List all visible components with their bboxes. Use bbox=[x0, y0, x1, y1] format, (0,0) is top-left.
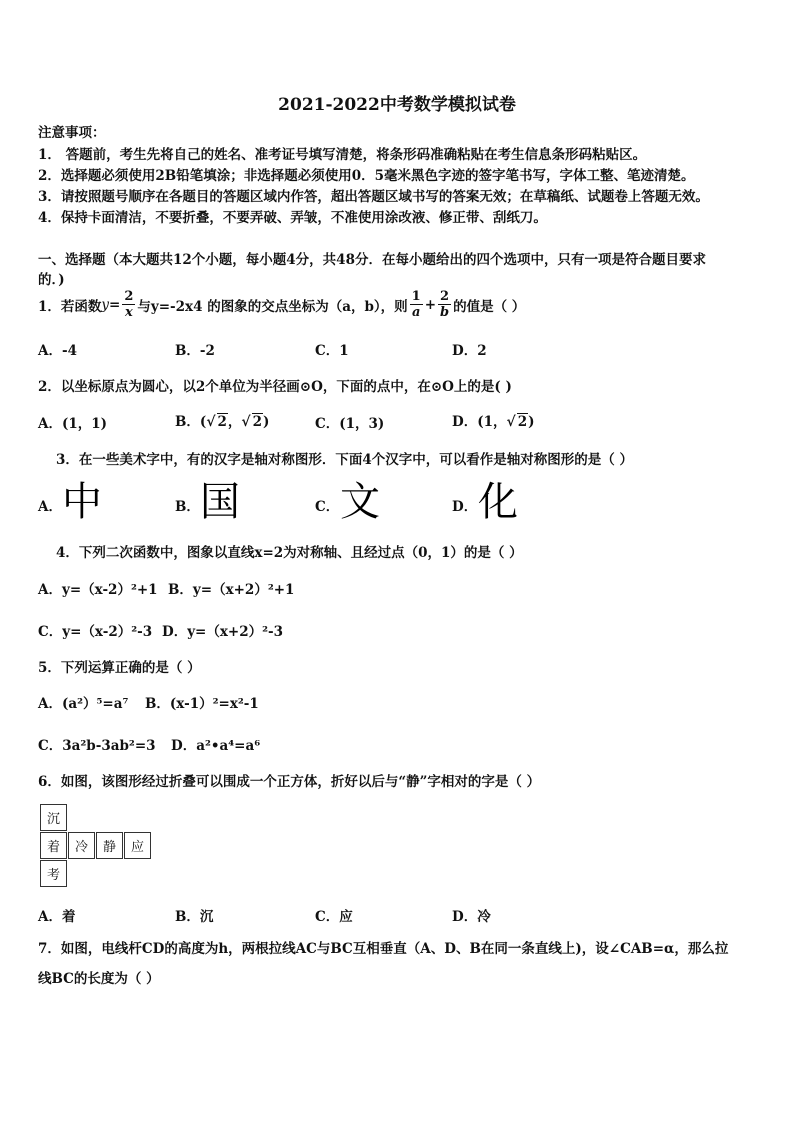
question-7-line2: 线BC的长度为（ ） bbox=[38, 971, 160, 987]
notice-item-2: 2．选择题必须使用2B铅笔填涂；非选择题必须使用0．5毫米黑色字迹的签字笔书写，字体工整、笔迹清楚。 bbox=[38, 168, 695, 184]
sqrt-icon: √ bbox=[206, 414, 216, 430]
q3-option-a-char: 中 bbox=[62, 479, 102, 525]
q2-option-d bbox=[452, 410, 535, 430]
q2-b-mid: ， bbox=[227, 414, 242, 430]
notice-item-3: 3．请按照题号顺序在各题目的答题区域内作答，超出答题区域书写的答案无效；在草稿纸、试题卷上答题无效。 bbox=[38, 189, 709, 205]
q2-option-a: A．(1，1) bbox=[38, 416, 108, 432]
notice-heading: 注意事项： bbox=[38, 125, 106, 141]
q3-option-a-label: A． bbox=[38, 499, 62, 515]
question-1-stem bbox=[38, 289, 525, 320]
q1-y: y bbox=[101, 296, 110, 313]
q3-option-c-label: C． bbox=[315, 499, 340, 515]
q3-option-b-char: 国 bbox=[200, 479, 240, 525]
q1-frac2-den: a bbox=[411, 305, 421, 320]
q1-frac1-num: 2 bbox=[124, 289, 134, 304]
q2-d-pre: D．(1， bbox=[452, 414, 507, 430]
q1-fraction-2-over-x bbox=[122, 289, 135, 320]
q2-d-post: ) bbox=[528, 414, 535, 430]
q6-option-d: D．冷 bbox=[452, 909, 491, 925]
q2-b-radicand-2: 2 bbox=[252, 414, 263, 430]
page-title: 2021-2022中考数学模拟试卷 bbox=[278, 95, 516, 115]
q3-option-d-char: 化 bbox=[478, 479, 518, 525]
q1-fraction-2-over-b bbox=[438, 289, 451, 320]
q1-frac3-num: 2 bbox=[440, 289, 450, 304]
q2-option-b bbox=[175, 410, 269, 430]
notice-item-1: 1． 答题前，考生先将自己的姓名、准考证号填写清楚，将条形码准确粘贴在考生信息条形码粘贴区。 bbox=[38, 147, 647, 163]
sqrt-icon: √ bbox=[506, 414, 516, 430]
q1-frac3-den: b bbox=[440, 305, 450, 320]
q5-option-b: B．(x-1）²=x²-1 bbox=[145, 696, 259, 712]
q1-option-b: B．-2 bbox=[175, 343, 215, 359]
q1-fraction-1-over-a bbox=[410, 289, 423, 320]
q2-b-post: ) bbox=[263, 414, 270, 430]
section-header-line2: 的．) bbox=[38, 272, 65, 288]
q4-option-d: D．y=（x+2）²-3 bbox=[162, 624, 284, 640]
q1-pre: 1．若函数 bbox=[38, 298, 102, 315]
q3-option-d-label: D． bbox=[452, 499, 478, 515]
question-2-stem: 2．以坐标原点为圆心，以2个单位为半径画⊙O，下面的点中，在⊙O上的是( ) bbox=[38, 379, 512, 395]
question-5-stem: 5．下列运算正确的是（ ） bbox=[38, 660, 201, 676]
q1-option-c: C．1 bbox=[315, 343, 349, 359]
q3-option-c-char: 文 bbox=[340, 479, 380, 525]
section-header-line1: 一、选择题（本大题共12个小题，每小题4分，共48分．在每小题给出的四个选项中，只有一项是符合题目要求 bbox=[38, 252, 706, 268]
q6-option-a: A．着 bbox=[38, 909, 76, 925]
q4-option-c: C．y=（x-2）²-3 bbox=[38, 624, 153, 640]
q5-option-d: D．a²•a⁴=a⁶ bbox=[171, 738, 261, 754]
cube-net-figure bbox=[40, 804, 154, 890]
q4-option-a: A．y=（x-2）²+1 bbox=[38, 582, 158, 598]
q5-option-a: A．(a²）⁵=a⁷ bbox=[38, 696, 129, 712]
q1-frac1-den: x bbox=[125, 305, 133, 320]
q1-mid: 与y=-2x4 的图象的交点坐标为（a，b），则 bbox=[137, 298, 408, 315]
net-cell: 应 bbox=[124, 832, 151, 859]
question-4-stem: 4．下列二次函数中，图象以直线x=2为对称轴、且经过点（0，1）的是（ ） bbox=[56, 545, 523, 561]
q2-d-radicand: 2 bbox=[517, 414, 528, 430]
q2-b-radicand-1: 2 bbox=[217, 414, 227, 430]
question-3-stem: 3．在一些美术字中，有的汉字是轴对称图形．下面4个汉字中，可以看作是轴对称图形的是（ ） bbox=[56, 452, 633, 468]
sqrt-icon: √ bbox=[241, 414, 251, 430]
q3-option-b-label: B． bbox=[175, 499, 200, 515]
net-cell: 考 bbox=[40, 860, 67, 887]
q1-option-a: A．-4 bbox=[38, 343, 77, 359]
question-7-line1: 7．如图，电线杆CD的高度为h，两根拉线AC与BC互相垂直（A、D、B在同一条直线上)，设∠CAB=α，那么拉 bbox=[38, 941, 729, 957]
question-6-stem: 6．如图，该图形经过折叠可以围成一个正方体，折好以后与“静”字相对的字是（ ） bbox=[38, 774, 541, 790]
q6-option-b: B．沉 bbox=[175, 909, 214, 925]
q1-frac2-num: 1 bbox=[411, 289, 421, 304]
q1-option-d: D．2 bbox=[452, 343, 487, 359]
net-cell: 静 bbox=[96, 832, 123, 859]
notice-item-4: 4．保持卡面清洁，不要折叠，不要弄破、弄皱，不准使用涂改液、修正带、刮纸刀。 bbox=[38, 210, 547, 226]
q5-option-c: C．3a²b-3ab²=3 bbox=[38, 738, 156, 754]
q6-option-c: C．应 bbox=[315, 909, 353, 925]
q1-post: 的值是（ ） bbox=[453, 298, 526, 315]
net-cell: 着 bbox=[40, 832, 67, 859]
q1-eq: = bbox=[109, 296, 121, 313]
net-cell: 冷 bbox=[68, 832, 95, 859]
net-cell: 沉 bbox=[40, 804, 67, 831]
q1-plus: + bbox=[424, 296, 436, 313]
q4-option-b: B．y=（x+2）²+1 bbox=[168, 582, 295, 598]
q2-option-c: C．(1，3) bbox=[315, 416, 385, 432]
q2-b-pre: B．( bbox=[175, 414, 207, 430]
